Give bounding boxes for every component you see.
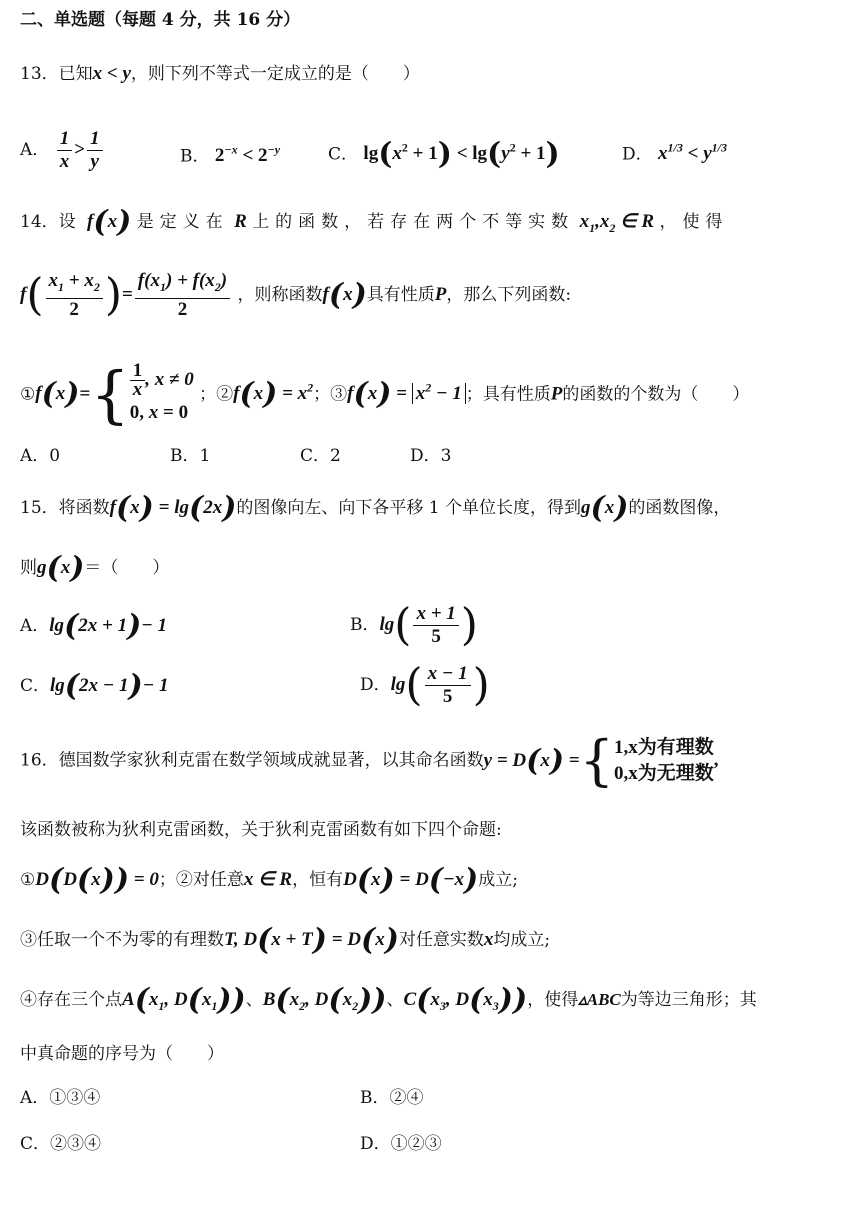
q14-option-c: C．2 xyxy=(300,446,341,466)
q16-option-c: C．②③④ xyxy=(20,1134,102,1154)
q13-option-d: D． $x^{1/3} < y^{1/3}$ xyxy=(622,141,727,165)
q14-option-b: B．1 xyxy=(170,446,211,466)
q13-option-a: A． $\frac{1}{x}$ > $\frac{1}{y}$ xyxy=(20,128,105,173)
q16-line6: 中真命题的序号为（ ） xyxy=(20,1044,224,1064)
q15-option-d: D．lg( $\frac{x - 1}{5}$ ) xyxy=(360,659,490,711)
q15-option-c: C．lg(2x − 1)− 1 xyxy=(20,668,169,704)
q16-line2: 该函数被称为狄利克雷函数，关于狄利克雷函数有如下四个命题: xyxy=(20,820,502,840)
q14-option-d: D．3 xyxy=(410,446,452,466)
q13-option-b: B． $2^{-x} < 2^{-y}$ xyxy=(180,143,281,167)
q16-line1: 16．德国数学家狄利克雷在数学领域成就显著，以其命名函数y = D(x) ={ 1,x为有理数 0,x为无理数 , xyxy=(20,729,719,792)
q15-option-a: A．lg(2x + 1)− 1 xyxy=(20,608,168,644)
q15-option-b: B．lg( $\frac{x + 1}{5}$ ) xyxy=(350,599,478,651)
q13-stem: 13．已知x < y，则下列不等式一定成立的是（ ） xyxy=(20,63,420,84)
q13-option-c: C． $\lg(x^2 + 1) < \lg(y^2 + 1)$ xyxy=(328,136,560,172)
section-title: 二、单选题（每题 4 分，共 16 分） xyxy=(20,10,301,30)
q16-line3: ①D(D(x)) = 0；②对任意x ∈ R，恒有D(x) = D(−x)成立; xyxy=(20,862,518,898)
q15-line1: 15．将函数f(x) = lg(2x)的图像向左、向下各平移 1 个单位长度，得到g(x)的函数图像， xyxy=(20,490,731,526)
q16-option-b: B．②④ xyxy=(360,1088,424,1108)
q14-line1: 14．设 f(x) 是定义在 R 上的函数，若存在两个不等实数 $x_1,x_2$ ∈ R ，使得 xyxy=(20,204,729,240)
q16-option-d: D．①②③ xyxy=(360,1134,442,1154)
q16-option-a: A．①③④ xyxy=(20,1088,101,1108)
q14-line2: f( $\frac{x_1 + x_2}{2}$ )= $\frac{f(x_1) + f(x_2)}{2}$ ，则称函数f(x)具有性质P，那么下列函数: xyxy=(20,269,572,321)
q16-line5: ④存在三个点$A(x_1$, $D(x_1)$)、$B(x_2$, $D(x_2)$)、$C(x_3$, $D(x_3)$)，使得▵ABC为等边三角形；其 xyxy=(20,982,757,1018)
q14-option-a: A．0 xyxy=(20,446,61,466)
q16-line4: ③任取一个不为零的有理数T, D(x + T) = D(x)对任意实数x均成立; xyxy=(20,922,551,958)
q14-line3: ①f(x)={ $\frac{1}{x}$ , x ≠ 0 0, x = 0 ；②f(x) = $x^2$；③f(x) = $x^2 - 1$ ；具有性质P的函数的个数为（ ） xyxy=(20,357,750,431)
q15-line2: 则g(x)＝（ ） xyxy=(20,550,170,586)
